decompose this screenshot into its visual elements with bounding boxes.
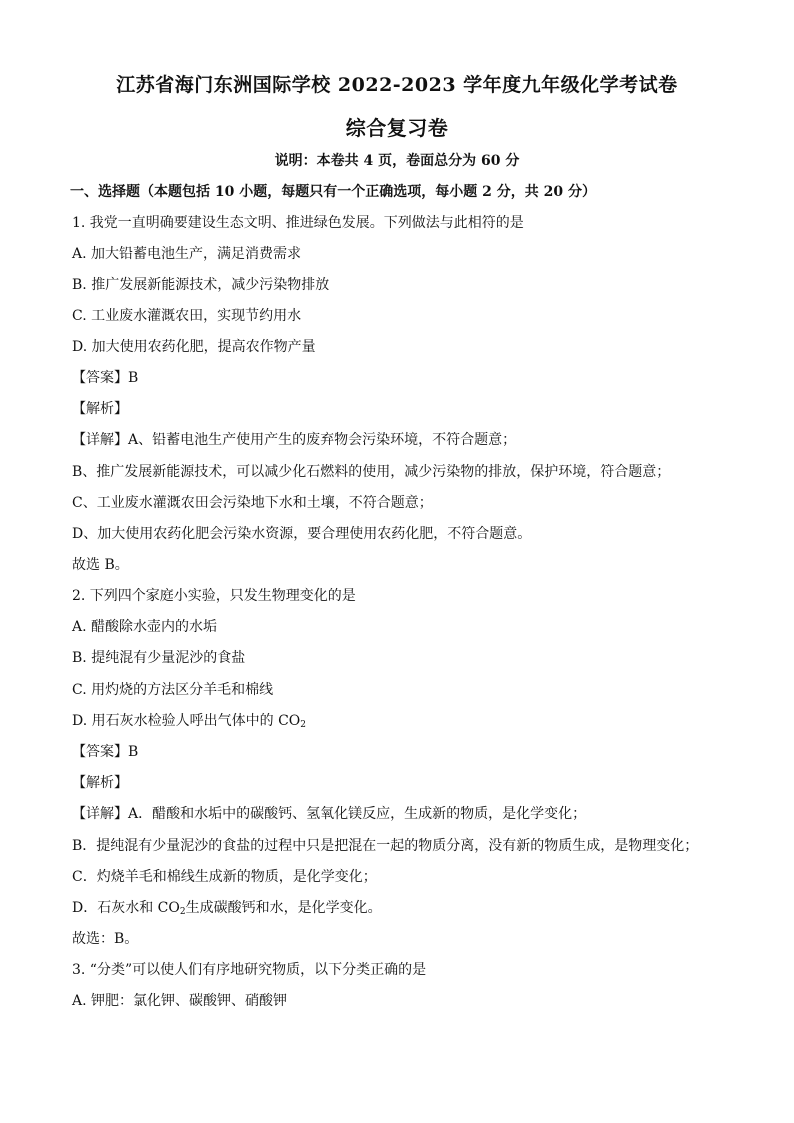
question-1-detail-d: D、加大使用农药化肥会污染水资源，要合理使用农药化肥，不符合题意。 [72,526,532,542]
question-2-conclusion: 故选：B。 [72,931,139,947]
question-1-detail-a: 【详解】A、铅蓄电池生产使用产生的废弃物会污染环境，不符合题意； [72,432,517,448]
question-1-stem: 1. 我党一直明确要建设生态文明、推进绿色发展。下列做法与此相符的是 [72,215,524,231]
question-2-stem: 2. 下列四个家庭小实验，只发生物理变化的是 [72,588,356,604]
question-1-option-c: C. 工业废水灌溉农田，实现节约用水 [72,308,302,324]
exam-note: 说明：本卷共 4 页，卷面总分为 60 分 [274,153,520,169]
question-1-detail-b: B、推广发展新能源技术，可以减少化石燃料的使用，减少污染物的排放，保护环境，符合题意； [72,464,671,480]
question-1-answer: 【答案】B [72,370,139,386]
question-2-option-d-text: D. 用石灰水检验人呼出气体中的 CO [72,713,301,729]
question-2-option-d-subscript: 2 [300,720,306,730]
question-1-detail-c: C、工业废水灌溉农田会污染地下水和土壤，不符合题意； [72,495,433,511]
question-1-conclusion: 故选 B。 [72,557,129,573]
section-heading: 一、选择题（本题包括 10 小题，每题只有一个正确选项，每小题 2 分，共 20 分） [70,184,596,200]
question-1-option-b: B. 推广发展新能源技术，减少污染物排放 [72,277,330,293]
question-2-option-a: A. 醋酸除水壶内的水垢 [72,619,218,635]
question-2-detail-d-text-end: 生成碳酸钙和水，是化学变化。 [185,900,382,916]
question-1-option-d: D. 加大使用农药化肥，提高农作物产量 [72,339,316,355]
question-2-option-b: B. 提纯混有少量泥沙的食盐 [72,650,246,666]
question-2-detail-c: C．灼烧羊毛和棉线生成新的物质，是化学变化； [72,869,377,885]
exam-subtitle: 综合复习卷 [345,116,449,140]
question-2-detail-a: 【详解】A．醋酸和水垢中的碳酸钙、氢氧化镁反应，生成新的物质，是化学变化； [72,806,587,822]
question-2-option-c: C. 用灼烧的方法区分羊毛和棉线 [72,682,274,698]
question-2-option-d [72,711,734,731]
exam-title: 江苏省海门东洲国际学校 2022-2023 学年度九年级化学考试卷 [116,74,678,96]
question-2-detail-b: B．提纯混有少量泥沙的食盐的过程中只是把混在一起的物质分离，没有新的物质生成，是物理变化； [72,838,699,854]
question-3-stem: 3. “分类”可以使人们有序地研究物质，以下分类正确的是 [72,962,427,978]
question-2-detail-d-subscript: 2 [179,907,186,917]
question-1-analysis: 【解析】 [72,401,128,417]
question-2-answer: 【答案】B [72,744,139,760]
question-2-detail-d [72,898,734,918]
question-2-analysis: 【解析】 [72,775,128,791]
question-1-option-a: A. 加大铅蓄电池生产，满足消费需求 [72,246,302,262]
question-2-detail-d-text: D．石灰水和 CO [72,900,180,916]
question-3-option-a: A. 钾肥：氯化钾、碳酸钾、硝酸钾 [72,993,288,1009]
